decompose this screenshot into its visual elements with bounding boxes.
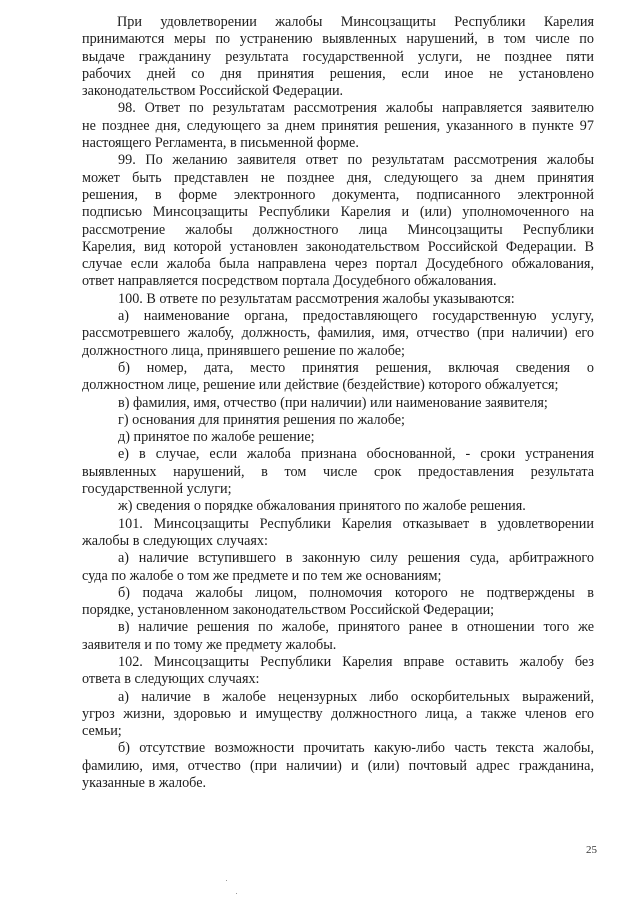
text-line: а) наименование органа, предоставляющего государственную услугу, [118,308,594,325]
text-line: в) наличие решения по жалобе, принятого ранее в отношении того же [118,619,594,636]
text-line: угроз жизни, здоровью и имуществу должностного лица, а также членов его [82,705,594,722]
list-item-102-a [82,689,594,741]
text-line: суда по жалобе о том же предмете и по тем же основаниям; [82,567,442,584]
text-line: заявителя и по тому же предмету жалобы. [82,636,337,653]
text-line: в) фамилия, имя, отчество (при наличии) или наименование заявителя; [118,394,548,411]
text-line: а) наличие вступившего в законную силу решения суда, арбитражного [118,550,594,567]
text-line: рабочих дней со дня принятия решения, если иное не установлено [82,65,594,82]
list-item-100-e [82,446,594,498]
list-item-101-v [82,619,594,654]
text-line: г) основания для принятия решения по жалобе; [118,411,405,428]
scan-speck [236,893,237,894]
text-line: должностного лица, принявшего решение по жалобе; [82,342,405,359]
text-line: может быть представлен не позднее дня, следующего за днем принятия [82,169,594,186]
list-item-100-g [82,412,594,429]
list-item-100-v [82,395,594,412]
list-item-100-a [82,308,594,360]
text-line: 98. Ответ по результатам рассмотрения жалобы направляется заявителю [118,100,594,117]
text-line: выдаче гражданину результата государственной услуги, не позднее пяти [82,48,594,65]
scan-speck [226,880,227,881]
text-line: При удовлетворении жалобы Минсоцзащиты Республики Карелия [117,14,594,30]
list-item-101-b [82,585,594,620]
text-line: выявленных нарушений, в том числе срок предоставления результата [82,463,594,480]
text-line: ответа в следующих случаях: [82,671,260,688]
text-line: ж) сведения о порядке обжалования принятого по жалобе решения. [118,498,526,515]
text-line: семьи; [82,723,122,740]
text-line: б) номер, дата, место принятия решения, включая сведения о [118,359,594,376]
page-number: 25 [586,844,597,856]
text-line: б) отсутствие возможности прочитать какую-либо часть текста жалобы, [118,740,594,757]
text-line: а) наличие в жалобе нецензурных либо оскорбительных выражений, [118,688,594,705]
document-body [82,14,594,792]
text-line: жалобы в следующих случаях: [82,532,268,549]
paragraph-99 [82,152,594,290]
text-line: д) принятое по жалобе решение; [118,429,315,446]
text-line: фамилию, имя, отчество (при наличии) и (или) почтовый адрес гражданина, [82,757,594,774]
text-line: 99. По желанию заявителя ответ по результатам рассмотрения жалобы [118,152,594,169]
text-line: законодательством Российской Федерации. [82,83,344,100]
text-line: государственной услуги; [82,481,232,498]
list-item-100-zh [82,498,594,515]
paragraph-intro [82,14,594,100]
list-item-100-b [82,360,594,395]
text-line: Карелия, вид которой установлен законодательством Российской Федерации. В [82,238,594,255]
text-line: подписью Минсоцзащиты Республики Карелия и (или) уполномоченного на [82,204,594,221]
list-item-101-a [82,550,594,585]
text-line: порядке, установленном законодательством Российской Федерации; [82,602,495,619]
paragraph-102 [82,654,594,689]
text-line: настоящего Регламента, в письменной форме. [82,135,359,152]
text-line: случае если жалоба была направлена через портал Досудебного обжалования, [82,256,594,273]
list-item-102-b [82,740,594,792]
text-line: рассмотрение жалобы должностного лица Минсоцзащиты Республики [82,221,594,238]
text-line: принимаются меры по устранению выявленных нарушений, в том числе по [82,31,594,48]
text-line: не позднее дня, следующего за днем принятия решения, указанного в пункте 97 [82,117,594,134]
text-line: решения, в форме электронного документа, подписанного электронной [82,186,594,203]
paragraph-101 [82,516,594,551]
list-item-100-d [82,429,594,446]
text-line: 102. Минсоцзащиты Республики Карелия вправе оставить жалобу без [118,653,594,670]
paragraph-98 [82,100,594,152]
text-line: должностном лице, решение или действие (бездействие) которого обжалуется; [82,377,559,394]
text-line: б) подача жалобы лицом, полномочия которого не подтверждены в [118,584,594,601]
text-line: 100. В ответе по результатам рассмотрения жалобы указываются: [118,290,515,307]
paragraph-100 [82,291,594,308]
text-line: 101. Минсоцзащиты Республики Карелия отказывает в удовлетворении [118,515,594,532]
text-line: е) в случае, если жалоба признана обоснованной, - сроки устранения [118,446,594,463]
text-line: ответ направляется посредством портала Досудебного обжалования. [82,273,497,290]
text-line: указанные в жалобе. [82,775,207,792]
text-line: рассмотревшего жалобу, должность, фамилия, имя, отчество (при наличии) его [82,325,594,342]
